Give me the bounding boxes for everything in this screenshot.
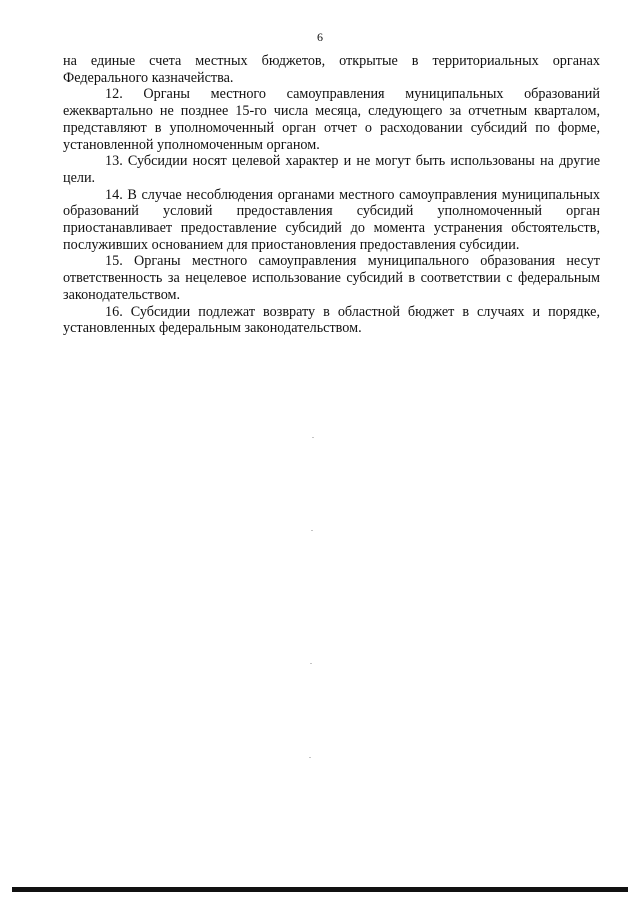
bottom-scan-border: [12, 887, 628, 892]
document-body: [63, 53, 600, 337]
paragraph-item-14: 14. В случае несоблюдения органами местного самоуправления муниципальных образований условий предоставления субсидий уполномоченный орган приостанавливает предоставление субсидий до момента устранения обстоятельств, послуживших основанием для приостановления предоставления субсидии.: [63, 186, 600, 253]
paragraph-item-13: 13. Субсидии носят целевой характер и не могут быть использованы на другие цели.: [63, 153, 600, 186]
paragraph-continuation: на единые счета местных бюджетов, открытые в территориальных органах Федерального казначейства.: [63, 53, 600, 86]
scan-speck: [312, 437, 314, 438]
paragraph-item-15: 15. Органы местного самоуправления муниципального образования несут ответственность за нецелевое использование субсидий в соответствии с федеральным законодательством.: [63, 253, 600, 303]
page-number: 6: [317, 30, 323, 44]
scan-speck: [311, 530, 313, 531]
scan-speck: [310, 663, 312, 664]
paragraph-item-12: 12. Органы местного самоуправления муниципальных образований ежеквартально не позднее 15-го числа месяца, следующего за отчетным кварталом, представляют в уполномоченный орган отчет о расходовании субсидий по форме, установленной уполномоченным органом.: [63, 86, 600, 153]
paragraph-item-16: 16. Субсидии подлежат возврату в областной бюджет в случаях и порядке, установленных федеральным законодательством.: [63, 303, 600, 337]
scan-speck: [309, 757, 311, 758]
